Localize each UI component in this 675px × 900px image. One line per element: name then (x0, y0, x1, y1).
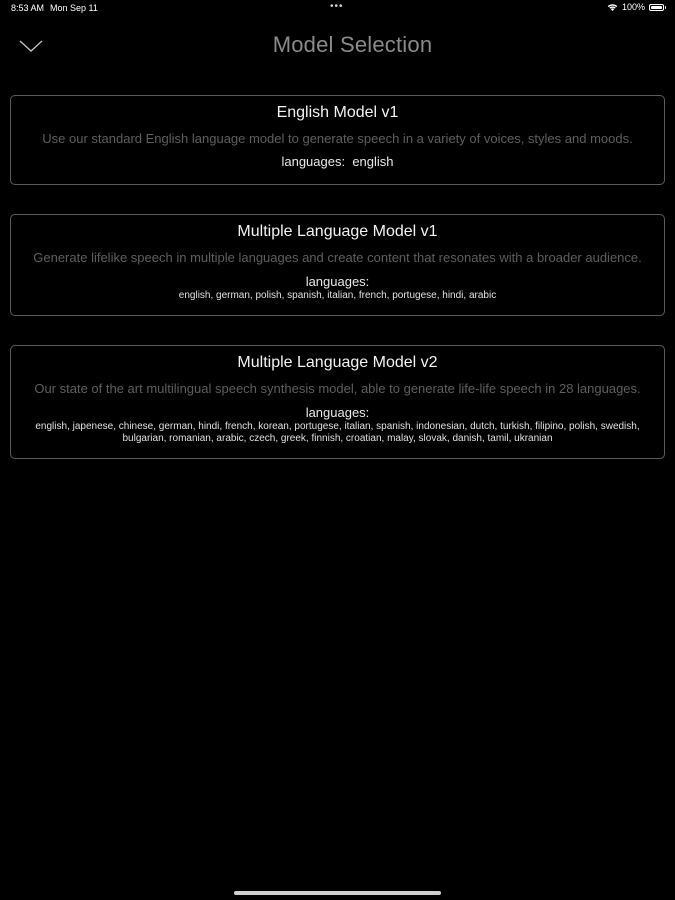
model-card-multilingual-v1[interactable] (10, 214, 665, 316)
battery-percent: 100% (621, 2, 645, 12)
languages-label: languages: (281, 154, 346, 169)
languages-list: english, german, polish, spanish, italian, french, portugese, hindi, arabic (178, 290, 497, 301)
model-description: Use our standard English language model to generate speech in a variety of voices, styles and moods. (42, 131, 633, 146)
page-title: Model Selection (272, 32, 433, 57)
model-card-multilingual-v2[interactable] (10, 345, 665, 459)
model-card-english-v1[interactable] (10, 95, 665, 185)
status-time: 8:53 AM (11, 3, 45, 13)
languages-label: languages: (305, 405, 370, 420)
model-languages (11, 154, 664, 169)
battery-icon (649, 4, 664, 11)
status-bar (0, 0, 675, 16)
model-title: Multiple Language Model v1 (237, 223, 438, 240)
status-right (607, 2, 664, 12)
status-date: Mon Sep 11 (50, 3, 98, 13)
multitasking-dots-icon[interactable]: ••• (330, 1, 344, 12)
model-description: Our state of the art multilingual speech synthesis model, able to generate life-life speech in 28 languages. (34, 381, 641, 396)
wifi-icon (607, 3, 618, 12)
home-indicator[interactable] (234, 891, 441, 895)
languages-list: english (352, 154, 394, 169)
model-title: English Model v1 (276, 104, 399, 121)
languages-list: english, japenese, chinese, german, hindi, french, korean, portugese, italian, spanish, indonesian, dutch, turkish, filipino, polish, swedish, bulgarian, romanian, arabic, czech, greek, finnish, croatian, malay, slovak, danish, tamil, ukranian (35, 421, 640, 444)
model-title: Multiple Language Model v2 (237, 354, 438, 371)
languages-label: languages: (305, 274, 370, 289)
model-description: Generate lifelike speech in multiple languages and create content that resonates with a broader audience. (33, 250, 642, 265)
